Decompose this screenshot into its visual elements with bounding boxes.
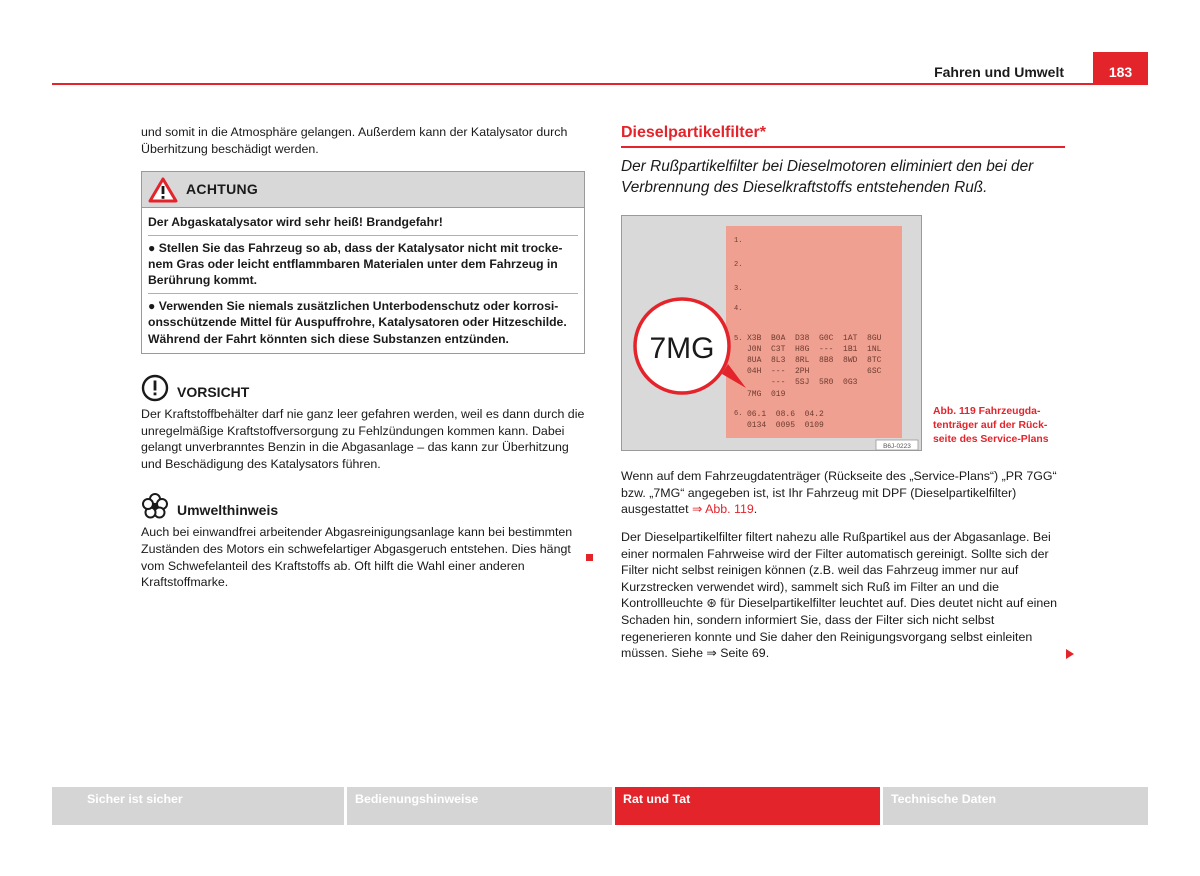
code-row: J0N C3T H8G --- 1B1 1NL [747,345,882,354]
data-card [726,226,902,438]
warning-header [142,172,584,208]
row-label: 6. [734,410,743,418]
dpf-paragraph-1-text: Wenn auf dem Fahrzeugdatenträger (Rückseite des „Service-Plans“) „PR 7GG“ bzw. „7MG“ angegeben ist, ist Ihr Fahrzeug mit DPF (Dieselpartikelfilter) ausgestattet [621,469,1057,517]
environment-header [141,492,585,520]
vehicle-data-card-figure [621,215,922,451]
tab-technische-daten[interactable]: Technische Daten [883,787,1148,825]
header-rule [52,83,1148,85]
section-end-marker [586,554,593,561]
continue-arrow-icon [1066,649,1074,659]
code-row: --- 5SJ 5R0 0G3 [747,378,858,387]
tab-bedienungshinweise[interactable]: Bedienungshinweise [347,787,612,825]
intro-paragraph: und somit in die Atmosphäre gelangen. Außerdem kann der Katalysator durch Überhitzung beschädigt werden. [141,125,568,156]
running-header: Fahren und Umwelt [934,64,1064,80]
row-label: 2. [734,261,743,269]
flower-icon [141,492,169,520]
figure-link[interactable]: ⇒ Abb. 119 [691,502,754,517]
warning-triangle-icon [148,177,178,203]
row-label: 4. [734,305,743,313]
section-title: Dieselpartikelfilter* [621,124,1065,148]
figure-caption: Abb. 119 Fahrzeugdatenträger auf der Rückseite des Service-Plans [933,406,1049,445]
row-label: 3. [734,285,743,293]
left-column [141,124,585,591]
caution-text: Der Kraftstoffbehälter darf nie ganz leer gefahren werden, weil es dann durch die unregelmäßige Kraftstoffversorgung zu Fehlzündungen kommen kann. Dabei gelangt unverbranntes Benzin in die Abgasanlage – das kann zur Überhitzung und Beschädigung des Katalysators führen. [141,407,585,471]
dpf-paragraph-1 [621,468,1065,518]
row-label: 1. [734,237,743,245]
warning-item: ● Verwenden Sie niemals zusätzlichen Unterbodenschutz oder korrosionsschützende Mittel für Auspuffrohre, Katalysatoren oder Hitzeschilde. Während der Fahrt könnten sich diese Substanzen entzünden. [148,298,567,346]
warning-item: ● Stellen Sie das Fahrzeug so ab, dass der Katalysator nicht mit trockenem Gras oder leicht entflammbaren Materialen unter dem Fahrzeug in Berührung kommt. [148,240,578,294]
code-row: X3B B0A D38 G0C 1AT 8GU [747,334,882,343]
code-row: 06.1 08.6 04.2 [747,410,824,419]
warning-lead: Der Abgaskatalysator wird sehr heiß! Brandgefahr! [148,214,578,235]
exclamation-circle-icon [141,374,169,402]
warning-label: ACHTUNG [186,181,259,198]
code-row-highlight: 7MG 019 [747,390,786,399]
code-row: 8UA 8L3 8RL 8B8 8WD 8TC [747,356,882,365]
code-row: 0134 0095 0109 [747,421,824,430]
section-intro: Der Rußpartikelfilter bei Dieselmotoren eliminiert den bei der Verbrennung des Dieselkraftstoffs entstehenden Ruß. [621,158,1034,196]
right-column [621,124,1065,661]
figure-code: B6J-0223 [883,443,911,450]
callout-code: 7MG [649,332,715,365]
caution-header [141,374,585,402]
dpf-paragraph-1-end: . [753,502,758,517]
warning-box [141,171,585,354]
row-label: 5. [734,335,743,343]
data-card-illustration [622,216,923,452]
warning-body [142,208,584,353]
dpf-paragraph-2: Der Dieselpartikelfilter filtert nahezu alle Rußpartikel aus der Abgasanlage. Bei einer normalen Fahrweise wird der Filter automatisch gereinigt. Sollte sich der Filter nicht selbst reinigen können (z.B. weil das Fahrzeug immer nur auf Kurzstrecken verwendet wird), sammelt sich Ruß im Filter an und die Kontrollleuchte ⊛ für Dieselpartikelfilter leuchtet auf. Dies deutet nicht auf einen Schaden hin, sondern informiert Sie, dass der Filter sich nicht selbst regenerieren konnte und Sie daher den Reinigungsvorgang selbst einleiten müssen. Siehe ⇒ Seite 69. [621,530,1058,661]
caution-label: VORSICHT [177,383,250,400]
page-number: 183 [1093,52,1148,85]
code-row: 04H --- 2PH 6SC [747,367,882,376]
chapter-tabs [52,787,1148,825]
tab-rat-und-tat[interactable]: Rat und Tat [615,787,880,825]
environment-text: Auch bei einwandfrei arbeitender Abgasreinigungsanlage kann bei bestimmten Zuständen des Motors ein schwefelartiger Abgasgeruch entstehen. Dies hängt vom Schwefelanteil des Kraftstoffs ab. Oft hilft die Wahl einer anderen Kraftstoffmarke. [141,525,573,590]
tab-sicher-ist-sicher[interactable]: Sicher ist sicher [52,787,344,825]
environment-label: Umwelthinweis [177,502,279,519]
